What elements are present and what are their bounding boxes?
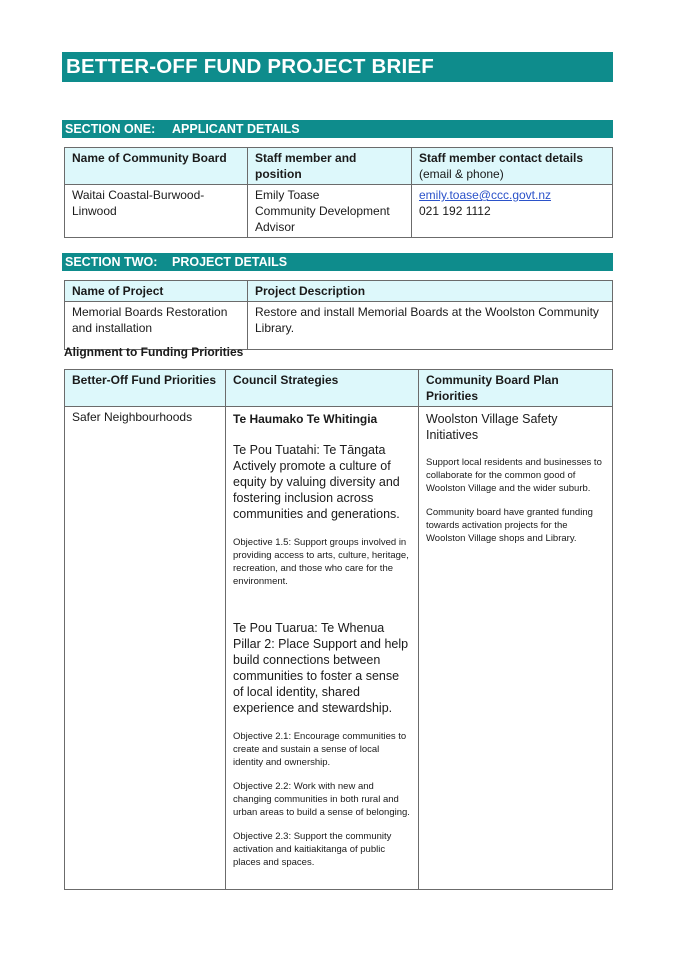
plan-paragraph-2: Community board have granted funding towards activation projects for the Woolston Village shops and Library. <box>426 507 593 544</box>
staff-name: Emily Toase <box>255 188 320 202</box>
header-staff-member: Staff member and position <box>248 148 412 185</box>
section-two-header <box>62 253 613 271</box>
project-details-table <box>64 280 613 350</box>
header-community-board: Name of Community Board <box>65 148 248 185</box>
staff-position: Community Development Advisor <box>255 204 390 234</box>
section-one-number: SECTION ONE: <box>65 122 156 136</box>
project-name: Memorial Boards Restoration and installation <box>65 302 248 350</box>
objective-2-2: Objective 2.2: Work with new and changing communities in both rural and urban areas to build a sense of belonging. <box>233 781 410 818</box>
objective-2-1: Objective 2.1: Encourage communities to create and sustain a sense of local identity and ownership. <box>233 731 407 768</box>
contact-details <box>412 185 613 238</box>
document-title: BETTER-OFF FUND PROJECT BRIEF <box>62 52 613 82</box>
header-project-name: Name of Project <box>65 281 248 302</box>
board-plan-cell <box>419 407 613 890</box>
section-one-header <box>62 120 613 138</box>
header-project-description: Project Description <box>248 281 613 302</box>
phone-number: 021 192 1112 <box>419 204 491 218</box>
fund-priority: Safer Neighbourhoods <box>65 407 226 890</box>
applicant-details-table <box>64 147 613 238</box>
header-board-plan-priorities: Community Board Plan Priorities <box>419 370 613 407</box>
email-link[interactable]: emily.toase@ccc.govt.nz <box>419 188 552 202</box>
header-contact-details: Staff member contact details (email & phone) <box>412 148 613 185</box>
section-one-name: APPLICANT DETAILS <box>172 122 300 136</box>
strategy-title: Te Haumako Te Whitingia <box>233 412 378 426</box>
alignment-heading: Alignment to Funding Priorities <box>64 345 244 359</box>
alignment-table <box>64 369 613 890</box>
section-two-name: PROJECT DETAILS <box>172 255 288 269</box>
pillar-one: Te Pou Tuatahi: Te Tāngata Actively promote a culture of equity by valuing diversity and fostering inclusion across communities and generations. <box>233 443 400 521</box>
pillar-two: Te Pou Tuarua: Te Whenua Pillar 2: Place Support and help build connections between communities to foster a sense of local identity, shared experience and stewardship. <box>233 621 409 715</box>
staff-member <box>248 185 412 238</box>
community-board-name: Waitai Coastal-Burwood-Linwood <box>65 185 248 238</box>
project-description: Restore and install Memorial Boards at the Woolston Community Library. <box>248 302 613 350</box>
objective-1-5: Objective 1.5: Support groups involved in providing access to arts, culture, heritage, recreation, and those who care for the environment. <box>233 537 409 587</box>
council-strategies-cell <box>226 407 419 890</box>
objective-2-3: Objective 2.3: Support the community activation and kaitiakitanga of public places and spaces. <box>233 831 392 868</box>
header-council-strategies: Council Strategies <box>226 370 419 407</box>
plan-paragraph-1: Support local residents and businesses to collaborate for the common good of Woolston Village and the wider suburb. <box>426 457 602 494</box>
section-two-number: SECTION TWO: <box>65 255 158 269</box>
plan-title: Woolston Village Safety Initiatives <box>426 412 558 442</box>
header-fund-priorities: Better-Off Fund Priorities <box>65 370 226 407</box>
